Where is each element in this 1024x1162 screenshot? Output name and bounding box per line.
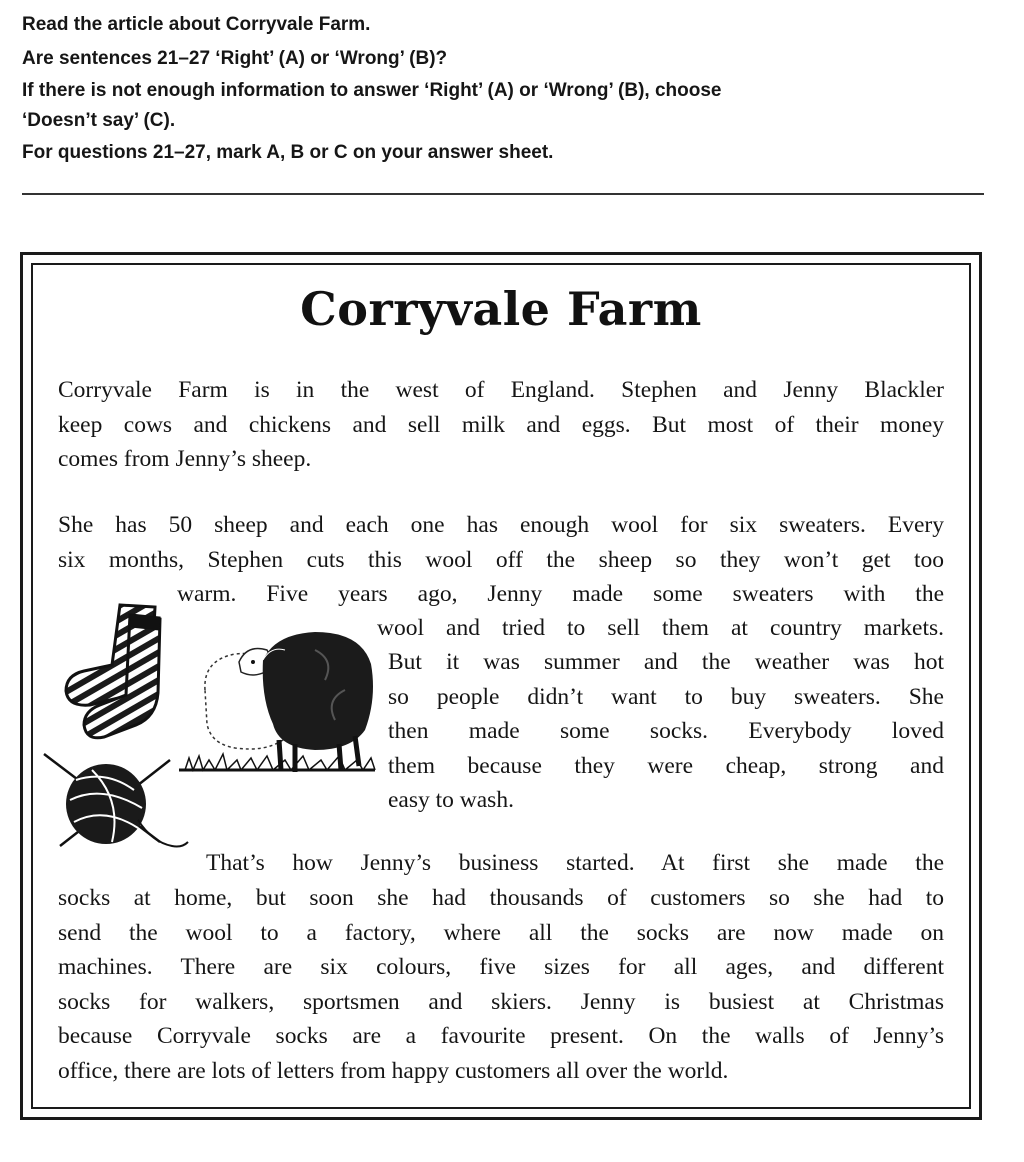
p1-line-1: Corryvale Farm is in the west of England. Stephen and Jenny Blackler [58,377,944,403]
paragraph-2-wrap-c [388,645,944,818]
instruction-line-2: Are sentences 21–27 ‘Right’ (A) or ‘Wrong’ (B)? [22,48,448,69]
instructions [22,8,1002,170]
p3-line-4: machines. There are six colours, five sizes for all ages, and different [58,954,944,980]
paragraph-3 [58,881,944,1088]
p2-line-2: six months, Stephen cuts this wool off the sheep so they won’t get too [58,546,944,573]
paragraph-3-first-line [206,846,944,881]
socks-illustration [60,595,170,745]
p2-line-4: wool and tried to sell them at country markets. [377,615,944,641]
p3-line-7: office, there are lots of letters from happy customers all over the world. [58,1057,729,1084]
sheep-illustration [175,620,380,790]
p3-line-2: socks at home, but soon she had thousands of customers so she had to [58,885,944,911]
p1-line-2: keep cows and chickens and sell milk and eggs. But most of their money [58,411,944,438]
p2-line-9: easy to wash. [388,787,514,813]
p2-line-6: so people didn’t want to buy sweaters. She [388,683,944,710]
p2-line-3: warm. Five years ago, Jenny made some sweaters with the [177,581,944,607]
paragraph-1 [58,373,944,477]
instruction-line-5: For questions 21–27, mark A, B or C on your answer sheet. [22,142,554,163]
p2-line-1: She has 50 sheep and each one has enough wool for six sweaters. Every [58,512,944,538]
p3-line-6: because Corryvale socks are a favourite present. On the walls of Jenny’s [58,1023,944,1049]
p3-line-3: send the wool to a factory, where all the socks are now made on [58,919,944,946]
instruction-line-4: ‘Doesn’t say’ (C). [22,110,176,131]
p2-line-8: them because they were cheap, strong and [388,752,944,779]
paragraph-2 [58,508,944,577]
instruction-line-1: Read the article about Corryvale Farm. [22,14,371,35]
p2-line-5: But it was summer and the weather was hot [388,649,944,675]
instruction-line-3: If there is not enough information to answer ‘Right’ (A) or ‘Wrong’ (B), choose [22,80,722,101]
p2-line-7: then made some socks. Everybody loved [388,718,944,744]
p3-line-5: socks for walkers, sportsmen and skiers. Jenny is busiest at Christmas [58,988,944,1015]
p3-line-1: That’s how Jenny’s business started. At first she made the [206,850,944,876]
divider-rule [22,193,984,195]
article-title: Corryvale Farm [300,282,702,336]
paragraph-2-wrap-a [177,577,944,612]
paragraph-2-wrap-b [377,611,944,646]
wool-ball-illustration [42,750,192,860]
p1-line-3: comes from Jenny’s sheep. [58,446,312,472]
